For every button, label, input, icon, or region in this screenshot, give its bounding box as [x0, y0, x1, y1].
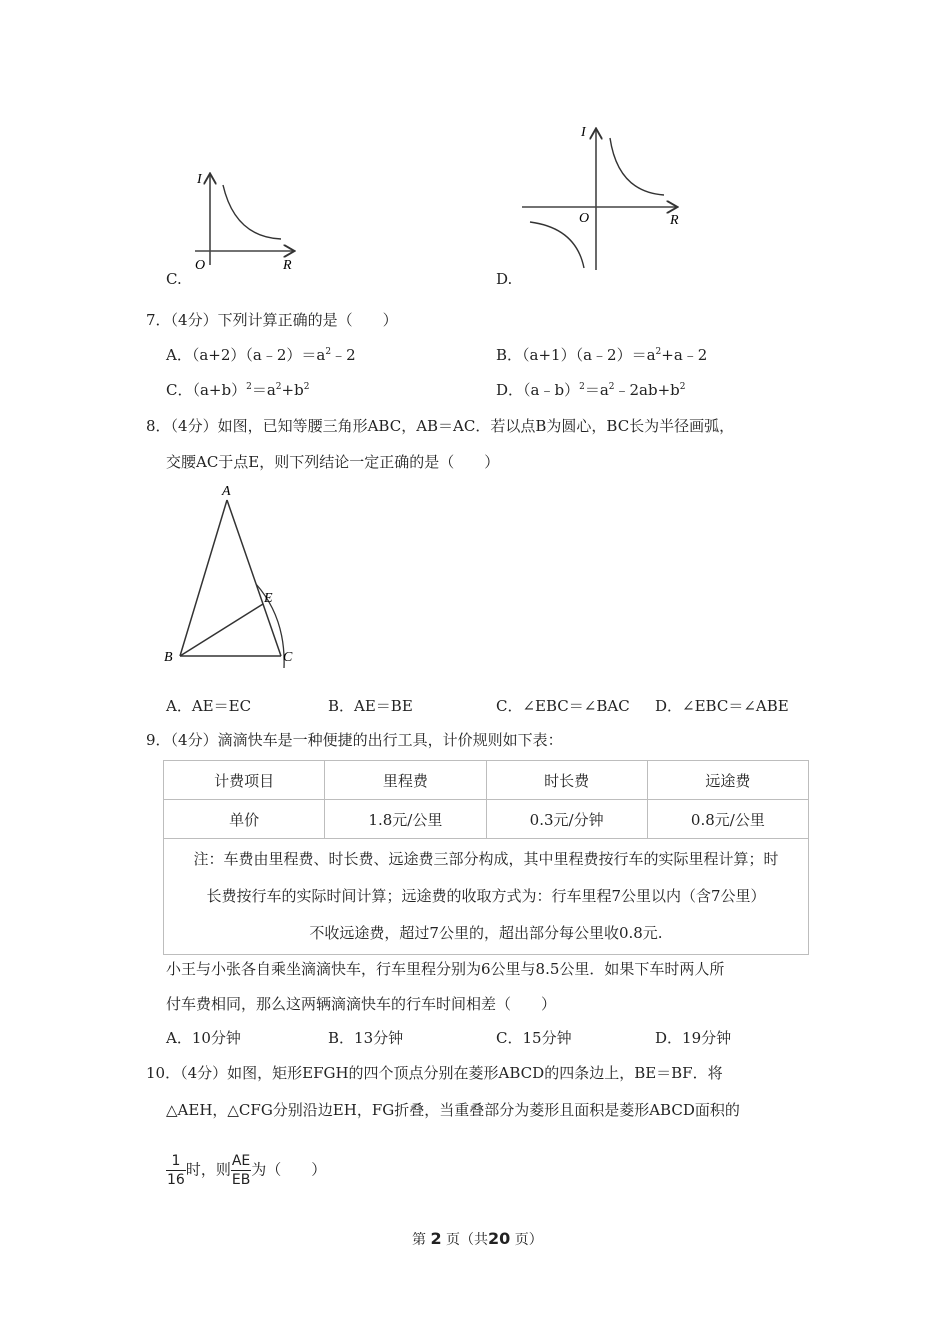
- expr3: ﹣2ab+b: [614, 381, 680, 399]
- q10-line3: [166, 1152, 326, 1189]
- axis-r-label: R: [670, 213, 679, 228]
- graph-option-c: [185, 165, 310, 275]
- vertex-a: A: [222, 484, 231, 499]
- footer-pre: 第: [412, 1232, 426, 1248]
- q8-stem-line1: 8．（4分）如图，已知等腰三角形ABC，AB＝AC．若以点B为圆心，BC长为半径画弧，: [146, 417, 735, 435]
- table-row: [164, 800, 809, 839]
- q9-option-c: C．15分钟: [496, 1029, 572, 1047]
- denominator: EB: [231, 1172, 251, 1188]
- expr: （a+b）: [192, 381, 247, 399]
- note-line: 注：车费由里程费、时长费、远途费三部分构成，其中里程费按行车的实际里程计算；时: [193, 850, 779, 868]
- q7-stem: 7．（4分）下列计算正确的是（ ）: [146, 311, 398, 329]
- numerator: 1: [166, 1152, 186, 1171]
- q9-option-a: A．10分钟: [166, 1029, 241, 1047]
- page-footer: [412, 1229, 543, 1249]
- vertex-c: C: [283, 650, 293, 665]
- q8-option-c: C．∠EBC＝∠BAC: [496, 697, 630, 715]
- axis-r-label: R: [283, 258, 292, 273]
- q8-option-d: D．∠EBC＝∠ABE: [655, 697, 789, 715]
- hyperbola-branch-lower: [530, 222, 584, 268]
- exp2: 2: [608, 382, 615, 392]
- triangle-figure: [160, 480, 310, 675]
- table-header-row: [164, 761, 809, 800]
- exp: 2: [655, 347, 662, 357]
- segment-be: [180, 604, 263, 656]
- origin-label: O: [579, 211, 590, 226]
- fare-table: [163, 760, 809, 955]
- numerator: AE: [231, 1153, 251, 1169]
- axis-i-label: I: [197, 172, 202, 187]
- expr2: ＝a: [584, 381, 609, 399]
- hyperbola-branch-upper: [610, 138, 664, 195]
- hyperbola-curve: [223, 185, 281, 239]
- label: C．: [166, 381, 193, 399]
- connector-text: 时，则: [185, 1160, 231, 1179]
- expr-tail: ﹣2: [331, 346, 356, 364]
- q7-option-a: [166, 345, 356, 365]
- page-number: 2: [430, 1229, 442, 1248]
- q7-option-c: [166, 380, 309, 400]
- fraction-one-sixteenth: [166, 1152, 186, 1189]
- note-row: [164, 839, 809, 955]
- note-line: 不收远途费，超过7公里的，超出部分每公里收0.8元.: [309, 924, 663, 942]
- exp: 2: [246, 382, 252, 392]
- table-cell: 1.8元/公里: [325, 800, 486, 839]
- graph-option-d: [518, 118, 688, 276]
- expr-tail: +a﹣2: [661, 346, 708, 364]
- header-cell: 里程费: [325, 761, 486, 800]
- exp2: 2: [275, 382, 282, 392]
- origin-label: O: [195, 258, 206, 273]
- q9-line2: 付车费相同，那么这两辆滴滴快车的行车时间相差（ ）: [166, 995, 557, 1013]
- table-cell: 0.8元/公里: [647, 800, 808, 839]
- q9-line1: 小王与小张各自乘坐滴滴快车，行车里程分别为6公里与8.5公里．如果下车时两人所: [166, 960, 725, 978]
- q8-stem-line2: 交腰AC于点E，则下列结论一定正确的是（ ）: [166, 453, 500, 471]
- label: D．: [496, 381, 524, 399]
- header-cell: 远途费: [647, 761, 808, 800]
- label: A．: [166, 346, 192, 364]
- q10-line2: △AEH，△CFG分别沿边EH，FG折叠，当重叠部分为菱形且面积是菱形ABCD面积的: [166, 1101, 740, 1119]
- vertex-b: B: [164, 650, 173, 665]
- footer-post: 页）: [514, 1232, 543, 1248]
- q8-option-b: B．AE＝BE: [328, 697, 413, 715]
- header-cell: 计费项目: [164, 761, 325, 800]
- denominator: 16: [167, 1172, 185, 1188]
- q7-option-b: [496, 345, 707, 365]
- side-ac: [227, 500, 281, 656]
- exp3: 2: [679, 382, 686, 392]
- table-cell: 单价: [164, 800, 325, 839]
- table-cell: 0.3元/分钟: [486, 800, 647, 839]
- expr: （a+2）（a﹣2）＝a: [191, 346, 326, 364]
- note-line: 长费按行车的实际时间计算；远途费的收取方式为：行车里程7公里以内（含7公里）: [206, 887, 766, 905]
- option-c-label: C.: [166, 270, 182, 288]
- vertex-e: E: [264, 591, 273, 606]
- exp: 2: [579, 382, 585, 392]
- tail-text: 为（ ）: [251, 1160, 327, 1179]
- expr2: ＝a: [251, 381, 276, 399]
- q7-option-d: [496, 380, 686, 400]
- option-d-label: D.: [496, 270, 513, 288]
- header-cell: 时长费: [486, 761, 647, 800]
- exp3: 2: [303, 382, 310, 392]
- expr3: +b: [281, 381, 304, 399]
- q10-line1: 10．（4分）如图，矩形EFGH的四个顶点分别在菱形ABCD的四条边上，BE＝BF．将: [146, 1064, 723, 1082]
- note-cell: [164, 839, 809, 955]
- fraction-ae-eb: [231, 1152, 251, 1189]
- q9-option-b: B．13分钟: [328, 1029, 404, 1047]
- side-ab: [180, 500, 227, 656]
- expr: （a﹣b）: [523, 381, 580, 399]
- footer-mid: 页（共: [446, 1232, 489, 1248]
- label: B．: [496, 346, 523, 364]
- q8-option-a: A．AE＝EC: [166, 697, 252, 715]
- q9-option-d: D．19分钟: [655, 1029, 732, 1047]
- exp: 2: [325, 347, 332, 357]
- total-pages: 20: [488, 1229, 511, 1248]
- q9-stem: 9．（4分）滴滴快车是一种便捷的出行工具，计价规则如下表：: [146, 731, 563, 749]
- expr: （a+1）（a﹣2）＝a: [522, 346, 656, 364]
- axis-i-label: I: [581, 125, 586, 140]
